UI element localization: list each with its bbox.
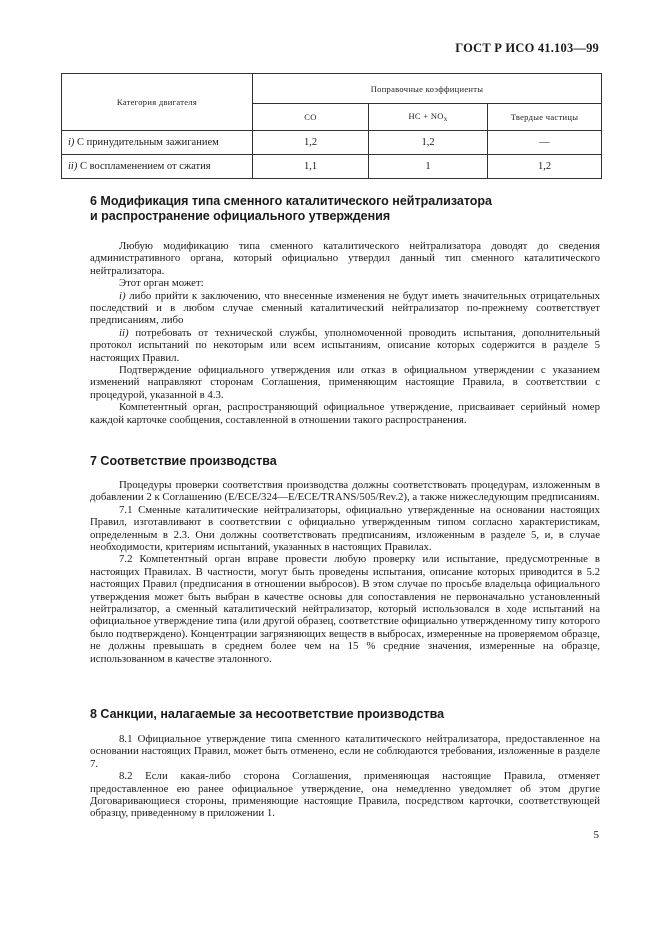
correction-factors-table	[61, 73, 602, 179]
section-6-title-line2: и распространение официального утверждения	[90, 209, 391, 223]
section-8-title: 8 Санкции, налагаемые за несоответствие производства	[90, 707, 445, 721]
paragraph: Компетентный орган, распространяющий официальное утверждение, присваивает серийный номер каждой карточке сообщения, составленной в отношении такого распространения.	[90, 401, 600, 426]
col-pm-header: Твердые частицы	[488, 104, 602, 131]
section-7-title: 7 Соответствие производства	[90, 454, 277, 468]
cell-pm: —	[488, 131, 602, 155]
col-hc-label: HC + NO	[408, 111, 444, 121]
list-tag: ii)	[119, 326, 129, 339]
category-header: Категория двигателя	[62, 74, 253, 131]
cell-hc-nox: 1,2	[369, 131, 488, 155]
paragraph: Подтверждение официального утверждения или отказ в официальном утверждении с указанием изменений направляют сторонам Соглашения, применяющим настоящие Правила, в соответствии с процедурой, указанной в 4.3.	[90, 364, 600, 401]
row-tag: i)	[68, 137, 75, 148]
section-6-title-line1: 6 Модификация типа сменного каталитического нейтрализатора	[90, 194, 492, 208]
paragraph	[90, 290, 600, 327]
table-row	[62, 131, 602, 155]
coefficients-header: Поправочные коэффициенты	[253, 74, 602, 104]
paragraph: Любую модификацию типа сменного каталитического нейтрализатора доводят до сведения административного органа, который официально утвердил данный тип сменного каталитического нейтрализатора.	[90, 240, 600, 277]
section-8-body	[90, 733, 600, 820]
col-hc-subscript: x	[443, 115, 448, 123]
running-head: ГОСТ Р ИСО 41.103—99	[455, 41, 599, 55]
paragraph: 7.1 Сменные каталитические нейтрализаторы, официально утвержденные на основании настоящих Правил, изготавливают в соответствии с официально утвержденным типом согласно характеристикам, определенным в 2.3. Они должны соответствовать предписаниям, изложенным в разделе 5, и, в случае необходимости, критериям испытаний, указанных в настоящих Правилах.	[90, 503, 600, 554]
paragraph: Процедуры проверки соответствия производства должны соответствовать процедурам, изложенным в добавлении 2 к Соглашению (E/ECE/324—E/ECE/TRANS/505/Rev.2), а также нижеследующим предписаниям.	[90, 479, 600, 504]
table-row	[62, 155, 602, 179]
row-tag: ii)	[68, 161, 78, 172]
row-category	[62, 155, 253, 179]
cell-hc-nox: 1	[369, 155, 488, 179]
paragraph-text: потребовать от технической службы, уполномоченной проводить испытания, дополнительный протокол испытаний по некоторым или всем испытаниям, описание которых содержится в разделе 5 настоящих Правил.	[90, 326, 600, 364]
cell-co: 1,2	[253, 131, 369, 155]
cell-pm: 1,2	[488, 155, 602, 179]
section-6-title	[90, 194, 492, 224]
col-co-header: CO	[253, 104, 369, 131]
row-label: С принудительным зажиганием	[74, 137, 219, 148]
paragraph-text: либо прийти к заключению, что внесенные изменения не будут иметь значительных отрицательных последствий и в любом случае сменный каталитический нейтрализатор по-прежнему соответствует предписаниям, либо	[90, 289, 600, 327]
section-7-body	[90, 479, 600, 665]
paragraph	[90, 327, 600, 364]
page-number: 5	[593, 829, 599, 841]
paragraph: 8.1 Официальное утверждение типа сменного каталитического нейтрализатора, предоставленное на основании настоящих Правил, может быть отменено, если не соблюдаются требования, изложенные в разделе 7.	[90, 733, 600, 770]
row-label: С воспламенением от сжатия	[77, 161, 211, 172]
paragraph: 7.2 Компетентный орган вправе провести любую проверку или испытание, предусмотренные в настоящих Правилах. В частности, могут быть проведены испытания, описание которых приводится в 5.2 настоящих Правил (предписания в отношении выбросов). В этом случае по просьбе владельца официального утверждения может быть выбран в качестве основы для сопоставления не первоначально установленный нейтрализатор, а сменный каталитический нейтрализатор, который использовался в ходе испытаний на официальное утверждение типа (или другой образец, соответствие официально утвержденному типу которого было подтверждено). Концентрации загрязняющих веществ в выбросах, измеренные на проверяемом образце, не должны превышать в среднем более чем на 15 % средние значения, измеренные на образце, использованном в качестве эталонного.	[90, 553, 600, 665]
paragraph: Этот орган может:	[119, 277, 204, 290]
row-category	[62, 131, 253, 155]
paragraph: 8.2 Если какая-либо сторона Соглашения, применяющая настоящие Правила, отменяет предоставленное ею ранее официальное утверждение, она немедленно уведомляет об этом другие Договаривающиеся стороны, применяющие настоящие Правила, посредством карточки, соответствующей образцу, приведенному в приложении 1.	[90, 770, 600, 820]
col-hc-nox-header	[369, 104, 488, 131]
section-6-body	[90, 240, 600, 426]
cell-co: 1,1	[253, 155, 369, 179]
list-tag: i)	[119, 289, 126, 302]
